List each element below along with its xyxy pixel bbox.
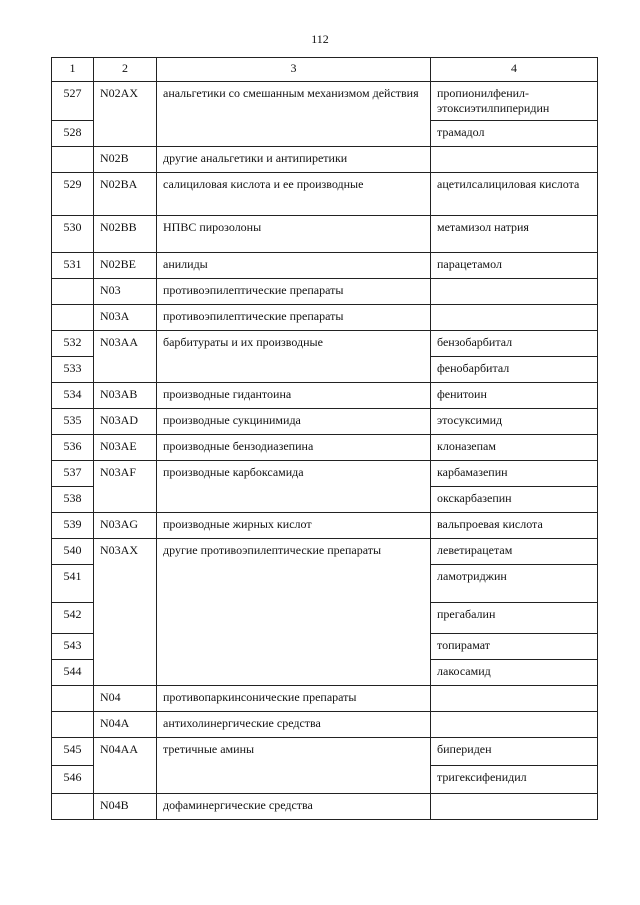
pharmacological-group: барбитураты и их производные: [157, 331, 431, 383]
pharmacological-group: производные бензодиазепина: [157, 435, 431, 461]
row-number: 536: [52, 435, 94, 461]
row-number: 530: [52, 216, 94, 253]
atc-code: N03AG: [94, 513, 157, 539]
pharmacological-group: противоэпилептические препараты: [157, 279, 431, 305]
column-header-2: 2: [94, 58, 157, 82]
table-row: [52, 253, 598, 279]
table-row: [52, 435, 598, 461]
table-row: [52, 82, 598, 121]
row-number: 545: [52, 738, 94, 766]
row-number: [52, 794, 94, 820]
row-number: 546: [52, 766, 94, 794]
atc-code: N03AD: [94, 409, 157, 435]
drug-name: леветирацетам: [431, 539, 598, 565]
pharmacological-group: производные карбоксамида: [157, 461, 431, 513]
row-number: 529: [52, 173, 94, 216]
drug-name: ацетилсалициловая кислота: [431, 173, 598, 216]
table-row: [52, 539, 598, 565]
atc-code: N02BE: [94, 253, 157, 279]
drug-name: [431, 147, 598, 173]
page-number: 112: [311, 32, 329, 46]
atc-code: N03A: [94, 305, 157, 331]
row-number: 534: [52, 383, 94, 409]
column-header-4: 4: [431, 58, 598, 82]
row-number: 533: [52, 357, 94, 383]
drug-name: [431, 305, 598, 331]
table-row: [52, 331, 598, 357]
table-row: [52, 513, 598, 539]
table-header-row: [52, 58, 598, 82]
atc-code: N03AA: [94, 331, 157, 383]
drug-classification-table: [51, 57, 598, 820]
atc-code: N03AF: [94, 461, 157, 513]
drug-name: парацетамол: [431, 253, 598, 279]
row-number: [52, 305, 94, 331]
drug-name: [431, 712, 598, 738]
row-number: 535: [52, 409, 94, 435]
drug-name: клоназепам: [431, 435, 598, 461]
column-header-3: 3: [157, 58, 431, 82]
row-number: 531: [52, 253, 94, 279]
drug-name: трамадол: [431, 121, 598, 147]
row-number: [52, 147, 94, 173]
table-row: [52, 279, 598, 305]
atc-code: N02BB: [94, 216, 157, 253]
pharmacological-group: производные сукцинимида: [157, 409, 431, 435]
atc-code: N02AX: [94, 82, 157, 147]
drug-name: фенитоин: [431, 383, 598, 409]
atc-code: N04AA: [94, 738, 157, 794]
table-row: [52, 686, 598, 712]
pharmacological-group: салициловая кислота и ее производные: [157, 173, 431, 216]
drug-name: прегабалин: [431, 603, 598, 634]
table-row: [52, 794, 598, 820]
row-number: 528: [52, 121, 94, 147]
table-row: [52, 409, 598, 435]
row-number: 543: [52, 634, 94, 660]
row-number: 544: [52, 660, 94, 686]
table-row: [52, 712, 598, 738]
pharmacological-group: производные гидантоина: [157, 383, 431, 409]
drug-name: метамизол натрия: [431, 216, 598, 253]
table-row: [52, 383, 598, 409]
row-number: [52, 712, 94, 738]
drug-name: бензобарбитал: [431, 331, 598, 357]
drug-name: карбамазепин: [431, 461, 598, 487]
drug-name: [431, 686, 598, 712]
atc-code: N03AB: [94, 383, 157, 409]
table-row: [52, 738, 598, 766]
drug-name: пропионилфенил-этоксиэтилпиперидин: [431, 82, 598, 121]
column-header-1: 1: [52, 58, 94, 82]
row-number: [52, 686, 94, 712]
pharmacological-group: анилиды: [157, 253, 431, 279]
pharmacological-group: третичные амины: [157, 738, 431, 794]
atc-code: N02B: [94, 147, 157, 173]
drug-name: окскарбазепин: [431, 487, 598, 513]
pharmacological-group: антихолинергические средства: [157, 712, 431, 738]
atc-code: N04: [94, 686, 157, 712]
table-row: [52, 147, 598, 173]
pharmacological-group: противопаркинсонические препараты: [157, 686, 431, 712]
atc-code: N04B: [94, 794, 157, 820]
drug-name: бипериден: [431, 738, 598, 766]
drug-name: лакосамид: [431, 660, 598, 686]
table-row: [52, 461, 598, 487]
drug-name: этосуксимид: [431, 409, 598, 435]
pharmacological-group: производные жирных кислот: [157, 513, 431, 539]
drug-name: ламотриджин: [431, 565, 598, 603]
drug-name: топирамат: [431, 634, 598, 660]
row-number: 539: [52, 513, 94, 539]
drug-name: [431, 279, 598, 305]
row-number: 541: [52, 565, 94, 603]
pharmacological-group: анальгетики со смешанным механизмом действия: [157, 82, 431, 147]
row-number: 527: [52, 82, 94, 121]
drug-name: вальпроевая кислота: [431, 513, 598, 539]
table-row: [52, 216, 598, 253]
atc-code: N03: [94, 279, 157, 305]
row-number: 542: [52, 603, 94, 634]
pharmacological-group: другие противоэпилептические препараты: [157, 539, 431, 686]
pharmacological-group: другие анальгетики и антипиретики: [157, 147, 431, 173]
row-number: 532: [52, 331, 94, 357]
pharmacological-group: НПВС пирозолоны: [157, 216, 431, 253]
atc-code: N02BA: [94, 173, 157, 216]
table-row: [52, 305, 598, 331]
pharmacological-group: противоэпилептические препараты: [157, 305, 431, 331]
atc-code: N04A: [94, 712, 157, 738]
atc-code: N03AE: [94, 435, 157, 461]
pharmacological-group: дофаминергические средства: [157, 794, 431, 820]
atc-code: N03AX: [94, 539, 157, 686]
drug-name: [431, 794, 598, 820]
row-number: 537: [52, 461, 94, 487]
drug-name: фенобарбитал: [431, 357, 598, 383]
drug-name: тригексифенидил: [431, 766, 598, 794]
table-row: [52, 173, 598, 216]
row-number: 540: [52, 539, 94, 565]
row-number: [52, 279, 94, 305]
row-number: 538: [52, 487, 94, 513]
